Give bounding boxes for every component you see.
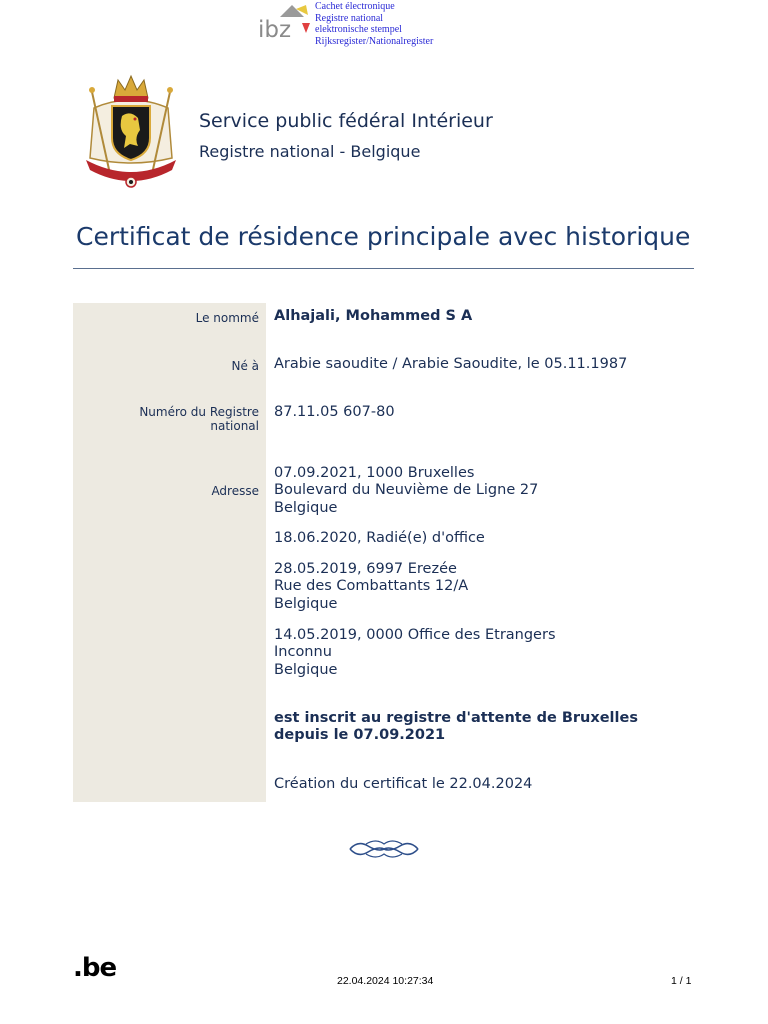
address-line: Boulevard du Neuvième de Ligne 27 — [274, 482, 539, 499]
title-divider — [73, 268, 694, 269]
registry-subtitle: Registre national - Belgique — [199, 142, 421, 161]
address-entry — [274, 530, 485, 547]
address-entry — [274, 561, 468, 613]
registry-number-label-line: national — [210, 419, 259, 433]
address-entry — [274, 465, 538, 517]
address-line: Belgique — [274, 595, 338, 612]
address-line: Inconnu — [274, 644, 332, 661]
address-line: 28.05.2019, 6997 Erezée — [274, 561, 457, 577]
address-line: Belgique — [274, 499, 338, 516]
belgium-be-logo: .be — [73, 953, 117, 983]
birth-label: Né à — [231, 359, 259, 373]
registry-number: 87.11.05 607-80 — [274, 404, 395, 420]
label-column — [73, 303, 266, 802]
electronic-stamp-text — [315, 1, 433, 47]
footer-timestamp: 22.04.2024 10:27:34 — [337, 975, 434, 987]
certificate-creation-date: Création du certificat le 22.04.2024 — [274, 776, 533, 792]
address-line: 07.09.2021, 1000 Bruxelles — [274, 465, 475, 481]
page-number: 1 / 1 — [671, 975, 692, 987]
address-label: Adresse — [211, 484, 259, 498]
decorative-flourish-icon — [346, 836, 422, 862]
service-title: Service public fédéral Intérieur — [199, 110, 493, 132]
address-line: 18.06.2020, Radié(e) d'office — [274, 530, 485, 546]
waiting-register-statement: est inscrit au registre d'attente de Bruxelles — [274, 710, 638, 726]
address-line: Belgique — [274, 661, 338, 678]
registry-number-label-line: Numéro du Registre — [139, 405, 259, 419]
waiting-register-date: depuis le 07.09.2021 — [274, 727, 446, 743]
birth-info: Arabie saoudite / Arabie Saoudite, le 05.11.1987 — [274, 356, 628, 372]
stamp-line: Rijksregister/Nationalregister — [315, 35, 434, 47]
registry-number-label — [139, 405, 259, 433]
person-name: Alhajali, Mohammed S A — [274, 308, 473, 324]
stamp-line: Registre national — [315, 12, 384, 24]
ibz-logo-text: ibz — [258, 17, 292, 43]
address-entry — [274, 627, 556, 679]
stamp-line: Cachet électronique — [315, 1, 395, 12]
document-title: Certificat de résidence principale avec historique — [76, 222, 691, 251]
stamp-line: elektronische stempel — [315, 24, 402, 36]
address-line: Rue des Combattants 12/A — [274, 578, 469, 595]
name-label: Le nommé — [195, 311, 259, 325]
address-line: 14.05.2019, 0000 Office des Etrangers — [274, 627, 556, 643]
belgian-coat-of-arms-icon — [80, 72, 182, 194]
